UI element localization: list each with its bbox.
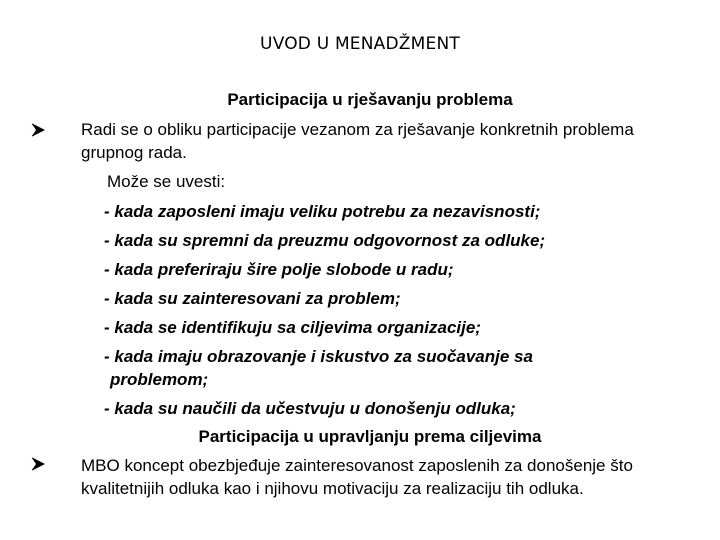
condition-item: - kada su zainteresovani za problem; [104,289,401,308]
section-heading-mbo: Participacija u upravljanju prema ciljevima [198,427,542,446]
condition-item: - kada su naučili da učestvuju u donošenju odluka; [104,399,516,418]
intro-text: Može se uvesti: [107,172,226,191]
section-heading-problem-solving: Participacija u rješavanju problema [227,90,513,109]
bullet-text-mbo: MBO koncept obezbjeđuje zainteresovanost zaposlenih za donošenje što kvalitetnijih odluka kao i njihovu motivaciju za realizaciju tih odluka. [81,456,633,498]
arrowhead-bullet-icon [31,457,45,471]
condition-item-continuation: problemom; [110,370,209,389]
bullet-text-problem-solving: Radi se o obliku participacije vezanom za rješavanje konkretnih problema grupnog rada. [81,120,634,162]
arrowhead-bullet-icon [31,123,45,137]
slide-title: UVOD U MENADŽMENT [260,34,460,54]
condition-item: - kada preferiraju šire polje slobode u radu; [104,260,454,279]
condition-item: - kada zaposleni imaju veliku potrebu za nezavisnosti; [104,202,541,221]
condition-item: - kada imaju obrazovanje i iskustvo za suočavanje sa [104,347,533,366]
conditions-list [104,200,664,426]
condition-item: - kada se identifikuju sa ciljevima organizacije; [104,318,481,337]
condition-item: - kada su spremni da preuzmu odgovornost za odluke; [104,231,546,250]
